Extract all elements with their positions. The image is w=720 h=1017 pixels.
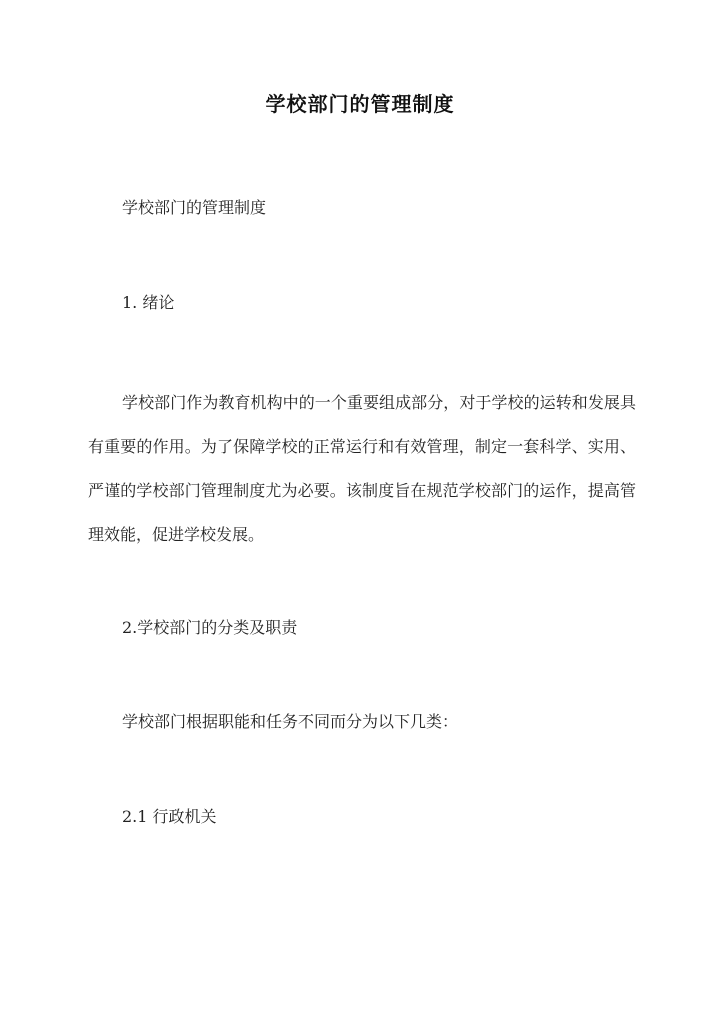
- section-2-1-heading: 2.1 行政机关: [122, 807, 217, 826]
- section-1-paragraph: 学校部门作为教育机构中的一个重要组成部分，对于学校的运转和发展具有重要的作用。为了保障学校的正常运行和有效管理，制定一套科学、实用、严谨的学校部门管理制度尤为必要。该制度旨在规范学校部门的运作，提高管理效能，促进学校发展。: [88, 393, 636, 544]
- section-2-heading: 2.学校部门的分类及职责: [122, 618, 298, 637]
- document-subtitle: 学校部门的管理制度: [122, 198, 267, 217]
- section-2-intro: 学校部门根据职能和任务不同而分为以下几类：: [122, 712, 459, 731]
- document-title: 学校部门的管理制度: [265, 92, 455, 116]
- section-1-heading: 1. 绪论: [122, 293, 175, 312]
